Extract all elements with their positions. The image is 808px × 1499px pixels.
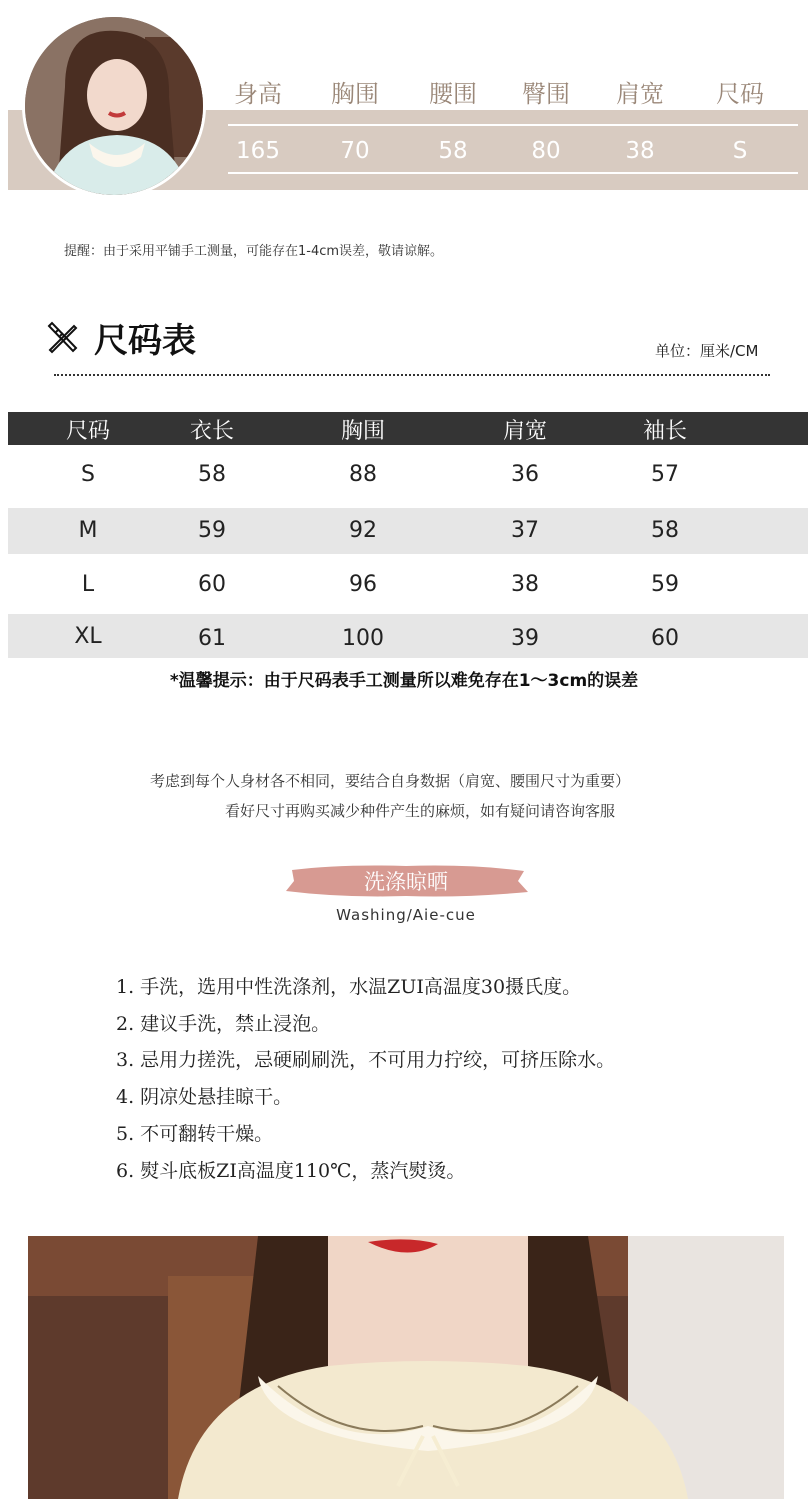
- model-header-bust: 胸围: [331, 80, 379, 108]
- cell-shoulder: 38: [511, 572, 539, 597]
- model-header-shoulder: 肩宽: [616, 80, 664, 108]
- cell-size: S: [81, 462, 95, 487]
- th-bust: 胸围: [340, 419, 385, 444]
- model-header-waist: 腰围: [429, 80, 477, 108]
- cell-length: 60: [198, 572, 226, 597]
- cell-size: L: [81, 572, 95, 597]
- cell-sleeve: 57: [651, 462, 679, 487]
- th-sleeve: 袖长: [642, 419, 687, 444]
- cell-shoulder: 36: [511, 462, 539, 487]
- model-value-waist: 58: [438, 138, 468, 164]
- model-value-height: 165: [236, 138, 280, 164]
- cell-size: XL: [74, 624, 102, 649]
- advice-line-1: 考虑到每个人身材各不相同，要结合自身数据（肩宽、腰围尺寸为重要）: [149, 772, 630, 790]
- product-photo: [28, 1236, 784, 1499]
- cell-bust: 88: [349, 462, 377, 487]
- washing-title: 洗涤晾晒: [364, 870, 448, 894]
- washing-rule: 3. 忌用力搓洗，忌硬刷刷洗，不可用力拧绞，可挤压除水。: [116, 1049, 616, 1071]
- cell-bust: 96: [349, 572, 377, 597]
- th-size: 尺码: [65, 419, 110, 444]
- washing-rule: 4. 阴凉处悬挂晾干。: [116, 1086, 293, 1108]
- size-chart-unit: 单位：厘米/CM: [655, 342, 759, 360]
- cell-length: 61: [198, 626, 226, 651]
- washing-subtitle: Washing/Aie-cue: [336, 906, 476, 924]
- washing-rule: 2. 建议手洗，禁止浸泡。: [116, 1013, 331, 1035]
- washing-rule: 5. 不可翻转干燥。: [116, 1123, 274, 1145]
- size-chart-title: 尺码表: [94, 321, 196, 361]
- band-divider: [228, 124, 798, 126]
- advice-line-2: 看好尺寸再购买减少种件产生的麻烦，如有疑问请咨询客服: [224, 802, 615, 820]
- band-divider-bottom: [228, 172, 798, 174]
- washing-rule: 1. 手洗，选用中性洗涤剂，水温ZUI高温度30摄氏度。: [116, 976, 582, 998]
- cell-shoulder: 37: [511, 518, 539, 543]
- cell-sleeve: 59: [651, 572, 679, 597]
- measurement-note: 提醒：由于采用平铺手工测量，可能存在1-4cm误差，敬请谅解。: [64, 244, 444, 259]
- cell-bust: 100: [342, 626, 384, 651]
- cell-sleeve: 60: [651, 626, 679, 651]
- cell-bust: 92: [349, 518, 377, 543]
- model-value-size: S: [732, 138, 748, 164]
- model-header-hip: 臀围: [522, 80, 570, 108]
- model-portrait-icon: [25, 17, 206, 198]
- dotted-divider: [54, 374, 770, 376]
- model-value-shoulder: 38: [625, 138, 655, 164]
- model-avatar: [22, 14, 206, 198]
- cell-shoulder: 39: [511, 626, 539, 651]
- size-chart-tip: *温馨提示：由于尺码表手工测量所以难免存在1～3cm的误差: [169, 671, 639, 691]
- ruler-pencil-icon: [46, 320, 78, 354]
- cell-sleeve: 58: [651, 518, 679, 543]
- model-value-hip: 80: [531, 138, 561, 164]
- washing-rule: 6. 熨斗底板ZI高温度110℃，蒸汽熨烫。: [116, 1160, 466, 1182]
- model-header-height: 身高: [234, 80, 282, 108]
- model-header-size: 尺码: [716, 80, 764, 108]
- cell-length: 59: [198, 518, 226, 543]
- th-length: 衣长: [189, 419, 234, 444]
- model-blouse-photo-icon: [28, 1236, 784, 1499]
- th-shoulder: 肩宽: [502, 419, 547, 444]
- model-value-bust: 70: [340, 138, 370, 164]
- cell-size: M: [78, 518, 98, 543]
- cell-length: 58: [198, 462, 226, 487]
